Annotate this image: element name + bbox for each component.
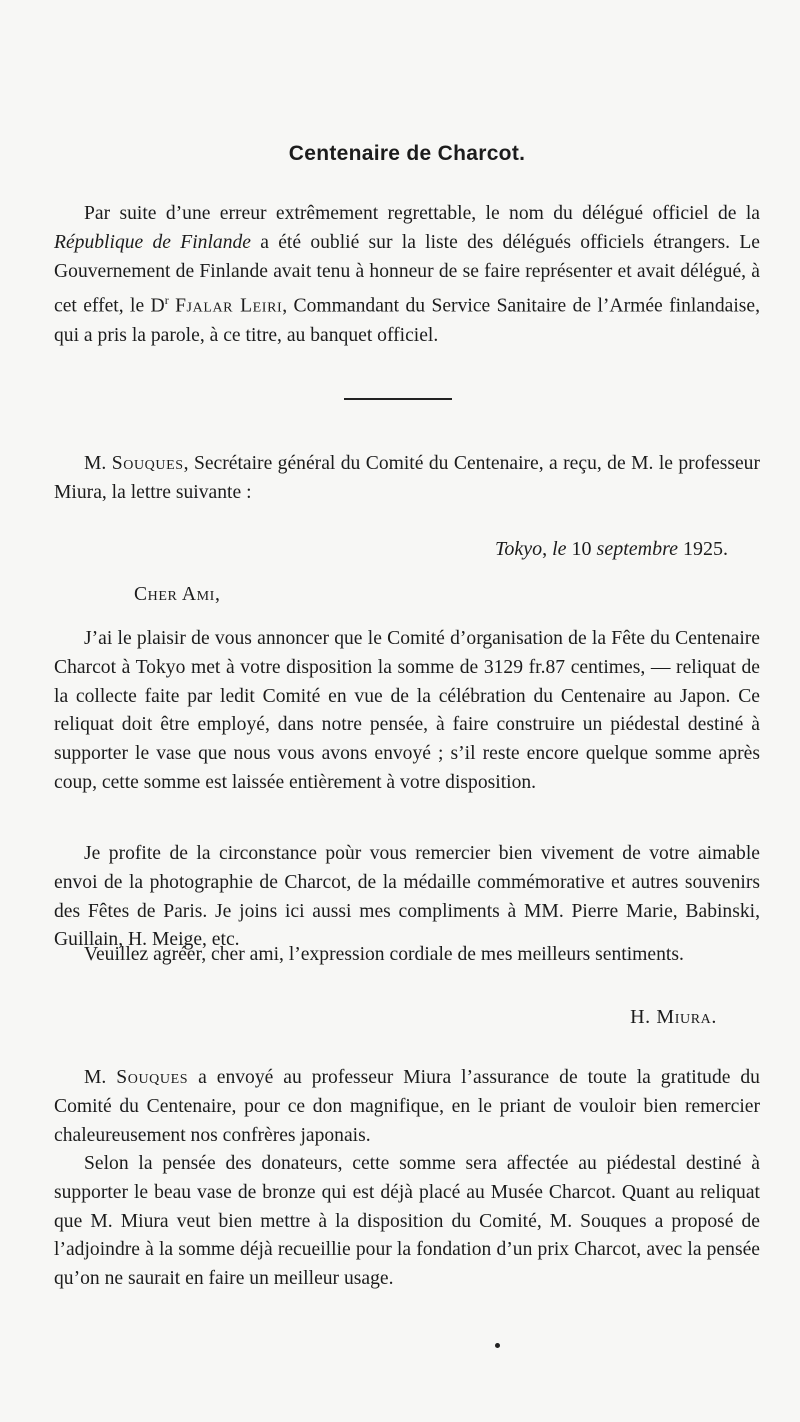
- letter-paragraph-1: J’ai le plaisir de vous annoncer que le Comité d’organisation de la Fête du Centenaire Charcot à Tokyo met à votre disposition la somme de 3129 fr.87 centimes, — reliquat de la collecte faite par ledit Comité en vue de la célébration du Centenaire au Japon. Ce reliquat doit être employé, dans notre pensée, à faire construire un piédestal destiné à supporter le vase que nous vous avons envoyé ; s’il reste encore quelque somme après coup, cette somme est laissée entièrement à votre disposition.: [54, 628, 760, 793]
- letter-salutation: Cher Ami,: [134, 584, 221, 605]
- text-run: M.: [84, 1067, 117, 1088]
- paragraph-finland-delegate: [54, 200, 760, 351]
- superscript: r: [164, 293, 169, 308]
- paragraph-gratitude: [54, 1064, 760, 1150]
- letter-paragraph-2: Je profite de la circonstance poùr vous remercier bien vivement de votre aimable envoi de la photographie de Charcot, de la médaille commémorative et autres souvenirs des Fêtes de Paris. Je joins ici aussi mes compliments à MM. Pierre Marie, Babinski, Guillain, H. Meige, etc.: [54, 843, 760, 951]
- text-run: Par suite d’une erreur extrêmement regrettable, le nom du délégué officiel de la: [84, 203, 760, 224]
- name-souques: Souques: [111, 453, 184, 474]
- text-run: a envoyé au professeur Miura l’assurance de toute la gratitude du Comité du Centenaire, pour ce don magnifique, en le priant de vouloir bien remercier chaleureusement nos confrères japonais.: [54, 1067, 760, 1146]
- text-run: M.: [84, 453, 112, 474]
- name-souques: Souques: [116, 1067, 189, 1088]
- section-divider: [344, 398, 452, 400]
- page-title: Centenaire de Charcot.: [288, 142, 526, 165]
- paragraph-donors-intent: Selon la pensée des donateurs, cette somme sera affectée au piédestal destiné à supporter le beau vase de bronze qui est déjà placé au Musée Charcot. Quant au reliquat que M. Miura veut bien mettre à la disposition du Comité, M. Souques a proposé de l’adjoindre à la somme déjà recueillie pour la fondation d’un prix Charcot, avec la pensée qu’on ne saurait en faire un meilleur usage.: [54, 1153, 760, 1290]
- letter-signature: H. Miura.: [630, 1006, 717, 1028]
- letter-paragraph-3: Veuillez agréer, cher ami, l’expression cordiale de mes meilleurs sentiments.: [84, 944, 684, 965]
- text-run: , Secrétaire général du Comité du Centenaire, a reçu, de M. le professeur Miura, la lettre suivante :: [54, 453, 760, 503]
- day: 10: [566, 538, 597, 560]
- delegate-name: Fjalar Leiri: [175, 295, 283, 317]
- letter-dateline: [54, 538, 728, 561]
- italic-republic-name: République de Finlande: [54, 231, 251, 253]
- text-run: le: [552, 538, 567, 560]
- place: Tokyo: [495, 538, 543, 560]
- text-run: , Commandant du Service Sanitaire de l’Armée finlandaise, qui a pris la parole, à ce titre, au banquet officiel.: [54, 295, 760, 346]
- paragraph-souques-intro: [54, 450, 760, 508]
- month: septembre: [596, 538, 678, 560]
- year: 1925.: [678, 538, 728, 560]
- text-run: a été oublié sur la liste des délégués officiels étrangers. Le Gouvernement de Finlande avait tenu à honneur de se faire représenter et avait délégué, à cet effet, le D: [54, 231, 761, 317]
- ink-dot: [495, 1343, 500, 1348]
- text-run: ,: [542, 538, 553, 560]
